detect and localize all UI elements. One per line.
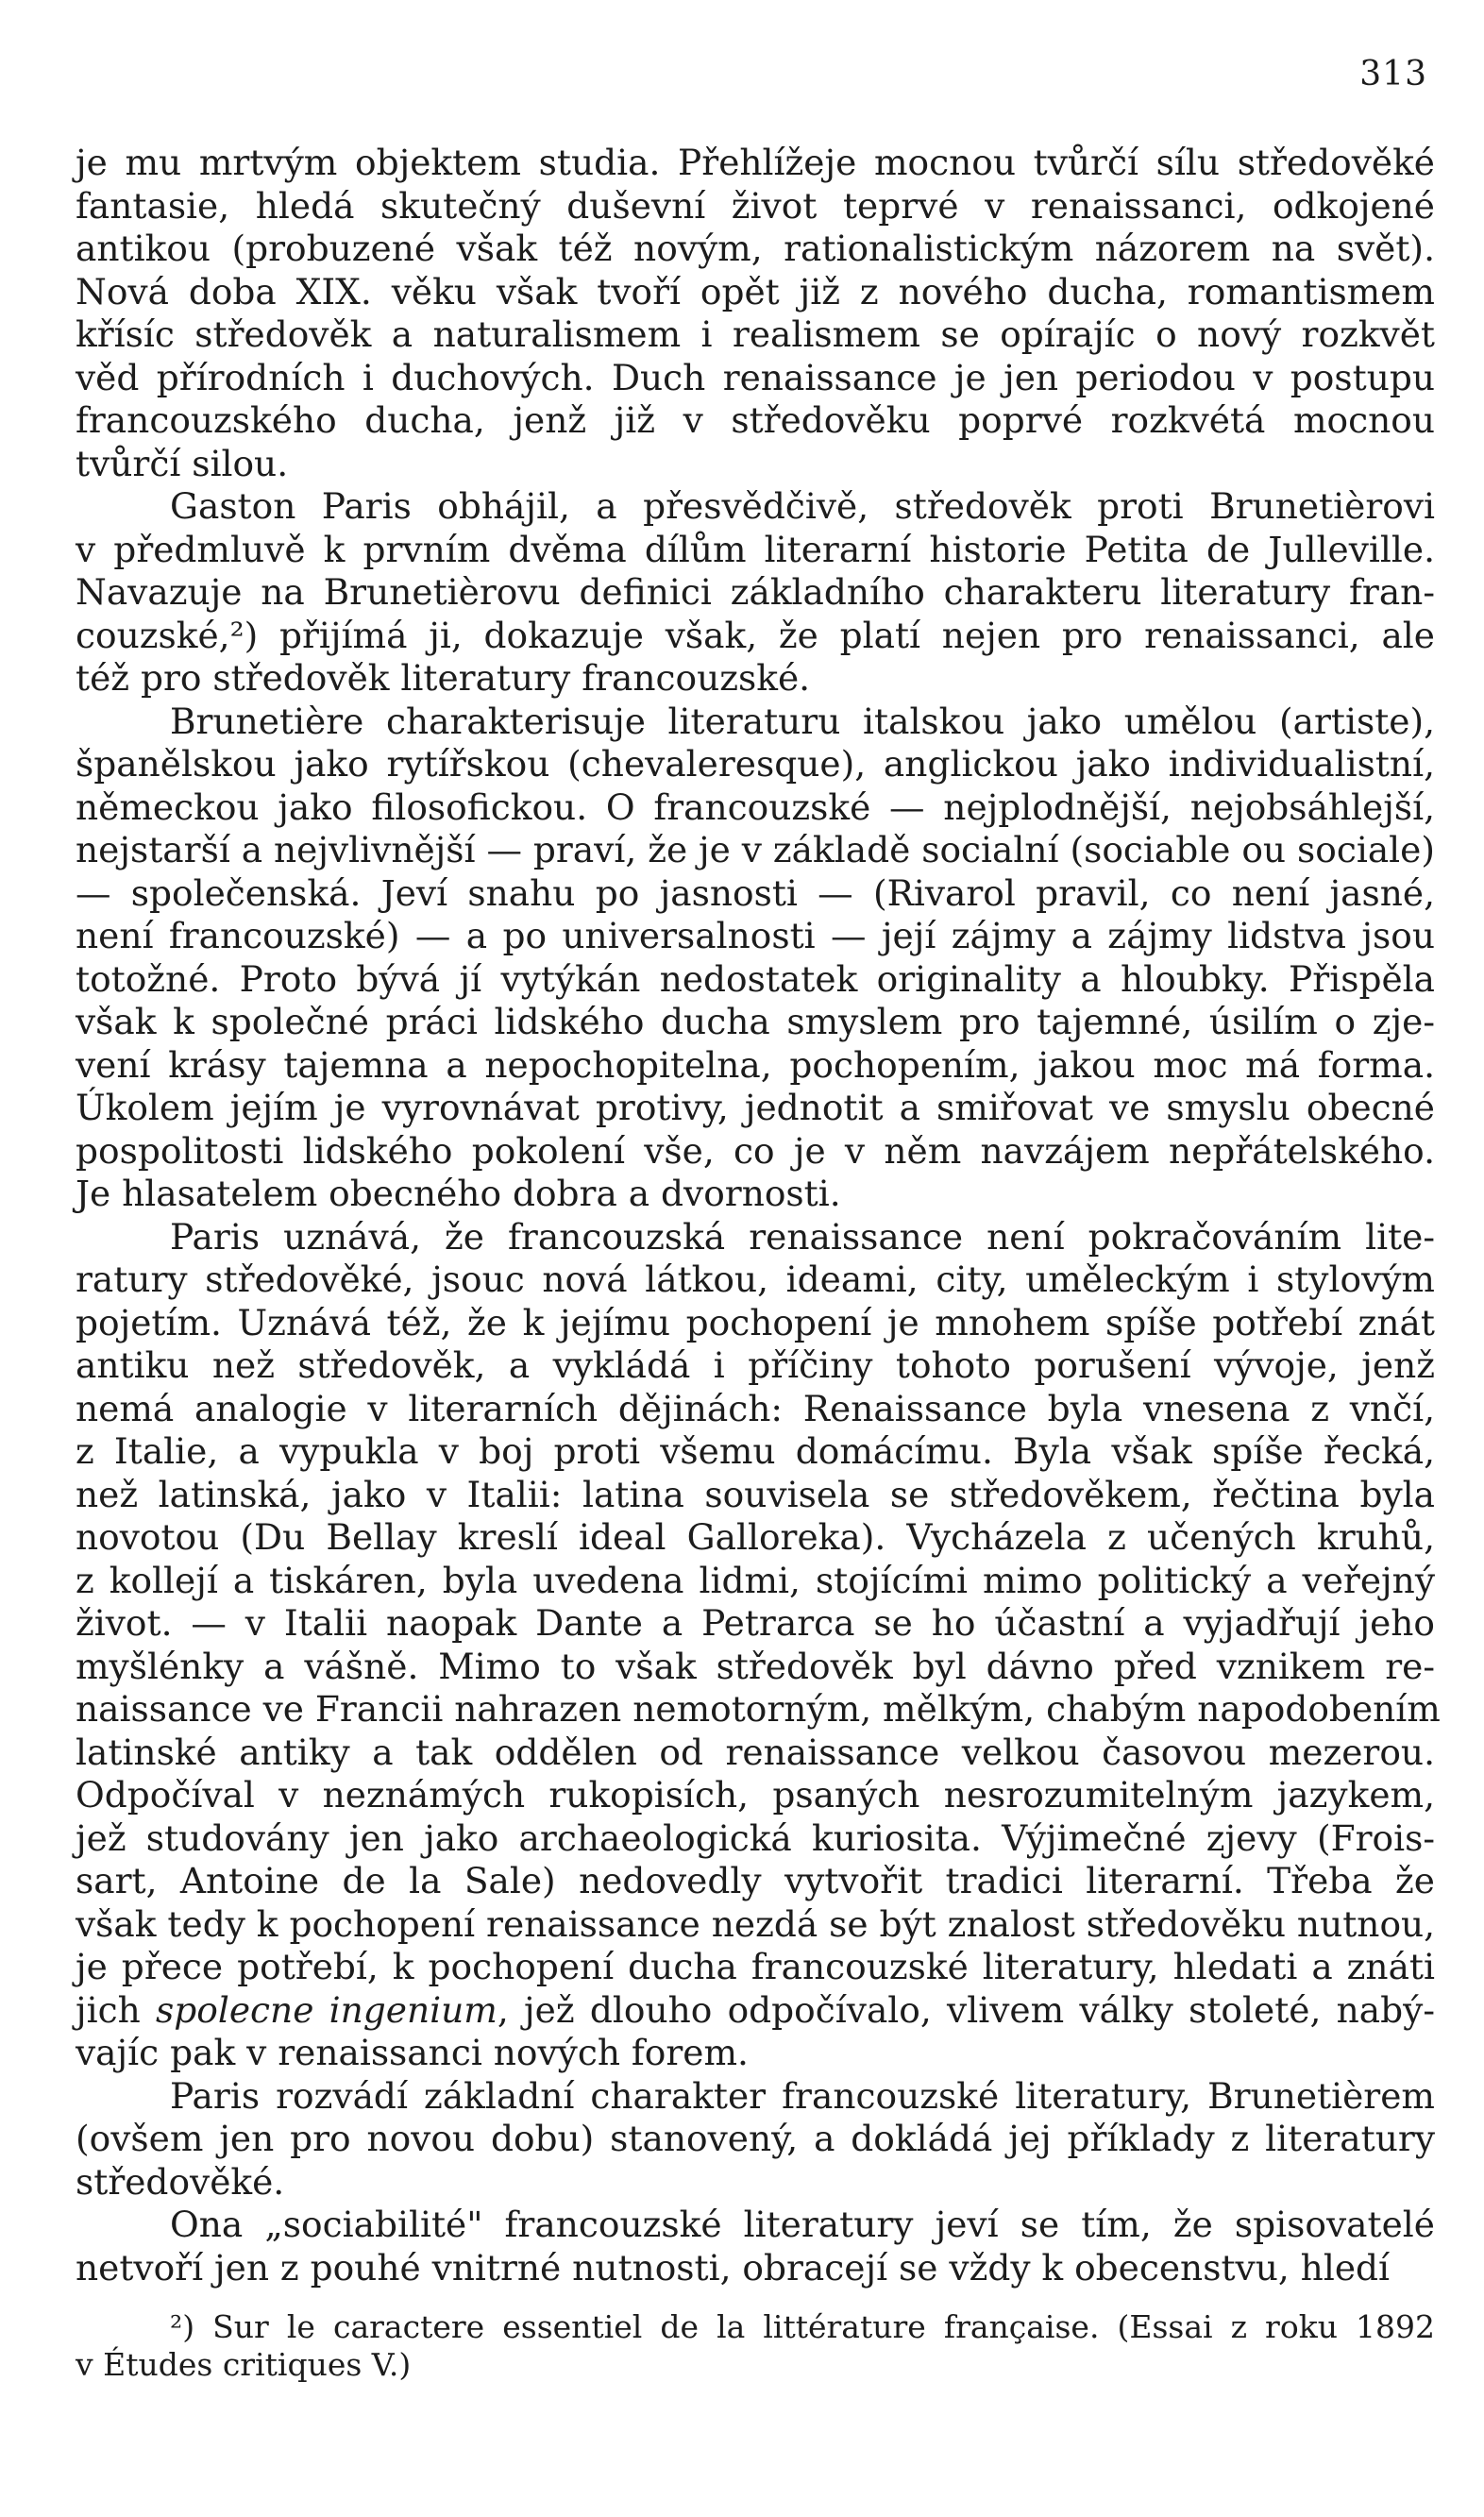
text-line: též pro středověk literatury francouzské. [76,657,811,699]
text-line: Je hlasatelem obecného dobra a dvornosti. [76,1173,841,1214]
text-line: však k společné práci lidského ducha smyslem pro tajemné, úsilím o zje- [76,1001,1435,1042]
text-line: myšlénky a vášně. Mimo to však středověk byl dávno před vznikem re- [76,1645,1435,1687]
text-line: — společenská. Jeví snahu po jasnosti — (Rivarol pravil, co není jasné, [76,871,1435,914]
text-line: antikou (probuzené však též novým, rationalistickým názorem na svět). [76,228,1435,269]
text-line: totožné. Proto bývá jí vytýkán nedostatek originality a hloubky. Přispěla [76,957,1435,1000]
footnote-line: ²) Sur le caractere essentiel de la littérature française. (Essai z roku 1892 [170,2308,1435,2345]
text-line: latinské antiky a tak oddělen od renaissance velkou časovou mezerou. [76,1731,1435,1773]
text-line: věd přírodních i duchových. Duch renaissance je jen periodou v postupu [76,356,1435,398]
text-line: pojetím. Uznává též, že k jejímu pochopení je mnohem spíše potřebí znát [76,1301,1435,1343]
text-line: novotou (Du Bellay kreslí ideal Galloreka). Vycházela z učených kruhů, [76,1516,1435,1558]
text-line: křísíc středověk a naturalismem i realismem se opírajíc o nový rozkvět [76,313,1435,355]
text-line: z Italie, a vypukla v boj proti všemu domácímu. Byla však spíše řecká, [76,1430,1435,1472]
paragraph [76,2075,1435,2204]
text-line: pospolitosti lidského pokolení vše, co je v něm navzájem nepřátelského. [76,1129,1435,1172]
paragraph [76,701,1435,1216]
text-line: ratury středověké, jsouc nová látkou, ideami, city, uměleckým i stylovým [76,1258,1435,1300]
text-line: couzské,²) přijímá ji, dokazuje však, že platí nejen pro renaissanci, ale [76,614,1435,656]
text-line: je mu mrtvým objektem studia. Přehlížeje mocnou tvůrčí sílu středověké [76,142,1435,183]
text-line: sart, Antoine de la Sale) nedovedly vytvořit tradici literarní. Třeba že [76,1860,1435,1901]
text-line: Odpočíval v neznámých rukopisích, psaných nesrozumitelným jazykem, [76,1774,1435,1816]
text-line: však tedy k pochopení renaissance nezdá se být znalost středověku nutnou, [76,1902,1436,1945]
text-line: než latinská, jako v Italii: latina souvisela se středověkem, řečtina byla [76,1473,1435,1515]
text-line: v předmluvě k prvním dvěma dílům literarní historie Petita de Julleville. [76,528,1435,570]
text-line: antiku než středověk, a vykládá i příčiny tohoto porušení vývoje, jenž [76,1344,1435,1386]
text-line: Brunetière charakterisuje literaturu italskou jako umělou (artiste), [170,700,1435,742]
paragraph [76,485,1435,701]
text-line: je přece potřebí, k pochopení ducha francouzské literatury, hledati a znáti [76,1946,1435,1987]
text-line: jich spolecne ingenium, jež dlouho odpočívalo, vlivem války stoleté, nabý- [76,1988,1436,2031]
text-line: tvůrčí silou. [76,442,289,484]
text-line: vajíc pak v renaissanci nových forem. [76,2032,749,2073]
text-line: Ona „sociabilité" francouzské literatury jeví se tím, že spisovatelé [170,2204,1435,2245]
body-text [76,142,1441,2289]
text-line: Úkolem jejím je vyrovnávat protivy, jednotit a smiřovat ve smyslu obecné [76,1087,1435,1128]
text-line: nemá analogie v literarních dějinách: Renaissance byla vnesena z vnčí, [76,1387,1435,1429]
text-line: netvoří jen z pouhé vnitrné nutnosti, obracejí se vždy k obecenstvu, hledí [76,2246,1391,2289]
text-line: nejstarší a nejvlivnější — praví, že je v základě socialní (sociable ou sociale) [76,829,1435,870]
paragraph [76,2204,1435,2289]
footnotes [76,2308,1435,2384]
text-line: není francouzské) — a po universalnosti — její zájmy a zájmy lidstva jsou [76,915,1435,956]
text-line: naissance ve Francii nahrazen nemotorným, mělkým, chabým napodobením [76,1688,1441,1730]
text-line: španělskou jako rytířskou (chevaleresque), anglickou jako individualistní, [76,743,1435,785]
text-line: Paris rozvádí základní charakter francouzské literatury, Brunetièrem [170,2074,1435,2117]
text-line: středověké. [76,2160,285,2203]
text-line: Gaston Paris obhájil, a přesvědčivě, středověk proti Brunetièrovi [170,485,1435,527]
text-line: jež studovány jen jako archaeologická kuriosita. Výjimečné zjevy (Frois- [76,1816,1435,1859]
text-line: francouzského ducha, jenž již v středověku poprvé rozkvétá mocnou [76,399,1435,441]
text-line: Navazuje na Brunetièrovu definici základního charakteru literatury fran- [76,571,1435,613]
text-line: z kollejí a tiskáren, byla uvedena lidmi, stojícími mimo politický a veřejný [76,1559,1435,1601]
footnote-line: v Études critiques V.) [76,2346,412,2383]
text-line: Nová doba XIX. věku však tvoří opět již z nového ducha, romantismem [76,270,1435,313]
text-line: fantasie, hledá skutečný duševní život teprvé v renaissanci, odkojené [76,184,1435,227]
paragraph [76,142,1435,485]
page-number: 313 [1359,55,1427,93]
text-line: německou jako filosofickou. O francouzské — nejplodnější, nejobsáhlejší, [76,786,1435,828]
paragraph [76,1215,1441,2075]
text-line: (ovšem jen pro novou dobu) stanovený, a dokládá jej příklady z literatury [76,2118,1435,2159]
text-line: Paris uznává, že francouzská renaissance není pokračováním lite- [170,1215,1435,1258]
text-line: vení krásy tajemna a nepochopitelna, pochopením, jakou moc má forma. [76,1043,1435,1086]
text-line: život. — v Italii naopak Dante a Petrarca se ho účastní a vyjadřují jeho [76,1602,1435,1644]
